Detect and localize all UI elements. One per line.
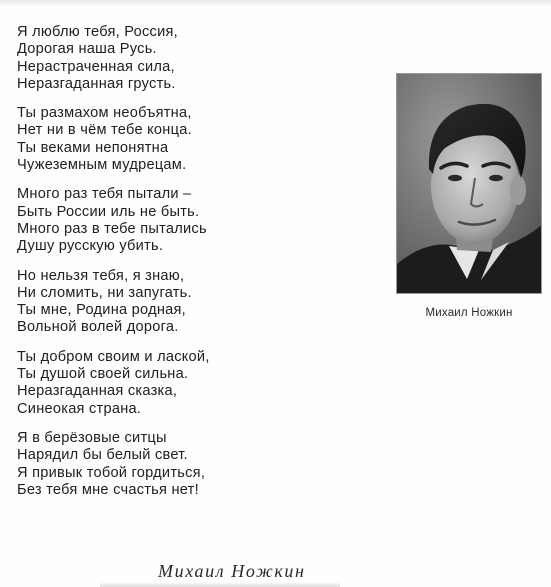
poem-line: Ты душой своей сильна. — [17, 366, 189, 383]
poem-line: Неразгаданная грусть. — [17, 75, 176, 92]
poem-line: Ты мне, Родина родная, — [17, 302, 186, 319]
photo-caption: Михаил Ножкин — [425, 307, 513, 319]
stanza-4 — [17, 268, 387, 337]
top-edge-shadow — [0, 0, 551, 8]
bottom-edge-shadow — [100, 582, 340, 587]
poem-line: Много раз тебя пытали – — [17, 186, 192, 203]
poem-line: Ты размахом необъятна, — [17, 105, 192, 122]
poem-line: Синеокая страна. — [17, 400, 142, 417]
poem-line: Много раз в тебе пытались — [17, 220, 207, 237]
stanza-2 — [17, 105, 387, 174]
poem-line: Вольной волей дорога. — [17, 319, 179, 336]
poem-line: Дорогая наша Русь. — [17, 41, 157, 58]
poem-line: Нарядил бы белый свет. — [17, 447, 188, 464]
poem-line: Ты добром своим и лаской, — [17, 348, 210, 365]
stanza-5 — [17, 349, 387, 418]
poem-line: Но нельзя тебя, я знаю, — [17, 267, 185, 284]
poem-line: Ты веками непонятна — [17, 139, 169, 156]
poem-line: Ни сломить, ни запугать. — [17, 284, 192, 301]
portrait-illustration — [397, 74, 542, 294]
poem-line: Без тебя мне счастья нет! — [17, 481, 199, 498]
stanza-6 — [17, 430, 387, 499]
poem-line: Я в берёзовые ситцы — [17, 429, 167, 446]
poem-line: Чужеземным мудрецам. — [17, 157, 187, 174]
poem-line: Нет ни в чём тебе конца. — [17, 122, 192, 139]
poem-line: Быть России иль не быть. — [17, 203, 200, 220]
poem-line: Душу русскую убить. — [17, 238, 164, 255]
stanza-1 — [17, 24, 387, 93]
poem-text — [17, 24, 387, 511]
stanza-3 — [17, 186, 387, 255]
poem-line: Неразгаданная сказка, — [17, 383, 178, 400]
poem-line: Я привык тобой гордиться, — [17, 464, 206, 481]
poem-line: Нерастраченная сила, — [17, 58, 175, 75]
poem-line: Я люблю тебя, Россия, — [17, 24, 178, 40]
author-signature: Михаил Ножкин — [158, 561, 306, 581]
author-portrait — [396, 73, 542, 294]
